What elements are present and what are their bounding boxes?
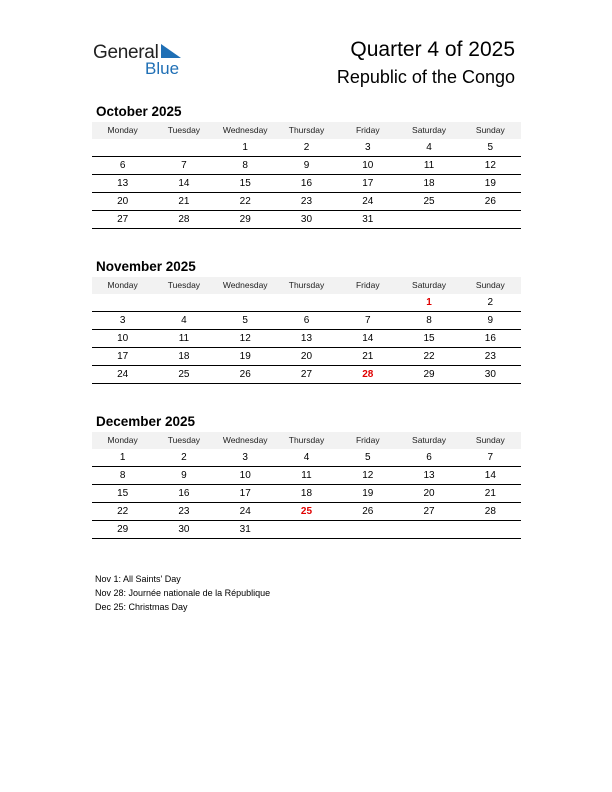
weekday-label: Saturday — [412, 125, 447, 135]
day-cell: 3 — [119, 315, 126, 326]
day-cell: 1 — [426, 297, 432, 308]
day-cell: 30 — [484, 369, 496, 380]
month-title: October 2025 — [96, 104, 182, 119]
day-cell: 15 — [117, 488, 129, 499]
empty-day-cell — [153, 139, 214, 156]
weekday-label: Friday — [355, 125, 380, 135]
day-cell: 23 — [300, 196, 313, 207]
day-cell: 21 — [362, 351, 374, 362]
day-cell: 5 — [364, 452, 371, 463]
weekday-label: Sunday — [475, 280, 505, 290]
day-cell: 2 — [181, 452, 187, 463]
empty-day-cell — [215, 294, 276, 311]
day-cell: 27 — [423, 506, 435, 517]
day-cell: 11 — [423, 160, 435, 171]
day-cell: 30 — [300, 214, 313, 225]
day-cell: 1 — [242, 142, 248, 153]
day-cell: 24 — [362, 196, 374, 207]
day-cell: 5 — [242, 315, 248, 326]
week-row — [92, 294, 521, 312]
weekday-label: Sunday — [475, 435, 505, 445]
day-cell: 9 — [181, 470, 187, 481]
day-cell: 21 — [484, 488, 496, 499]
day-cell: 5 — [487, 142, 494, 153]
day-cell: 30 — [178, 524, 190, 535]
page-subtitle: Republic of the Congo — [336, 67, 515, 87]
empty-day-cell — [92, 139, 153, 156]
week-row — [92, 521, 521, 539]
week-row — [92, 157, 521, 175]
week-row — [92, 312, 521, 330]
weekday-label: Monday — [107, 125, 138, 135]
day-cell: 4 — [303, 452, 310, 463]
day-cell: 20 — [300, 351, 313, 362]
day-cell: 23 — [484, 351, 496, 362]
empty-day-cell — [460, 521, 521, 538]
day-cell: 16 — [484, 333, 496, 344]
weekday-label: Friday — [355, 280, 380, 290]
day-cell: 11 — [301, 470, 312, 481]
day-cell: 11 — [178, 333, 190, 344]
day-cell: 10 — [362, 160, 374, 171]
day-cell: 4 — [181, 315, 187, 326]
holiday-notes — [95, 572, 270, 614]
day-cell: 26 — [362, 506, 374, 517]
day-cell: 9 — [487, 315, 494, 326]
day-cell: 25 — [423, 196, 435, 207]
day-cell: 19 — [362, 488, 374, 499]
day-cell: 18 — [300, 488, 313, 499]
weekday-header-row — [92, 277, 521, 294]
day-cell: 14 — [178, 178, 190, 189]
day-cell: 9 — [303, 160, 310, 171]
day-cell: 14 — [362, 333, 374, 344]
day-cell: 12 — [362, 470, 374, 481]
day-cell: 4 — [426, 142, 432, 153]
logo-word-general: General — [93, 42, 159, 63]
weekday-label: Monday — [107, 435, 138, 445]
weekday-label: Friday — [355, 435, 380, 445]
day-cell: 8 — [119, 470, 126, 481]
day-cell: 22 — [423, 351, 435, 362]
day-cell: 21 — [178, 196, 190, 207]
day-cell: 20 — [423, 488, 435, 499]
day-cell: 24 — [239, 506, 251, 517]
day-cell: 2 — [487, 297, 494, 308]
day-cell: 13 — [423, 470, 435, 481]
logo-triangle-icon — [161, 44, 181, 58]
week-row — [92, 503, 521, 521]
weekday-label: Monday — [107, 280, 138, 290]
month-block-october — [92, 103, 521, 229]
weekday-label: Wednesday — [222, 125, 268, 135]
day-cell: 12 — [239, 333, 251, 344]
day-cell: 31 — [239, 524, 251, 535]
day-cell: 19 — [484, 178, 496, 189]
holiday-note: Dec 25: Christmas Day — [95, 602, 188, 612]
weekday-header-row — [92, 122, 521, 139]
day-cell: 1 — [119, 452, 126, 463]
day-cell: 16 — [300, 178, 313, 189]
weekday-label: Tuesday — [167, 280, 201, 290]
day-cell: 20 — [117, 196, 129, 207]
empty-day-cell — [337, 294, 398, 311]
weekday-label: Sunday — [475, 125, 505, 135]
week-row — [92, 348, 521, 366]
month-title: December 2025 — [96, 414, 196, 429]
day-cell: 29 — [239, 214, 251, 225]
day-cell: 22 — [239, 196, 251, 207]
week-row — [92, 467, 521, 485]
weekday-label: Thursday — [288, 435, 325, 445]
week-row — [92, 175, 521, 193]
day-cell: 7 — [487, 452, 494, 463]
weekday-label: Thursday — [288, 280, 325, 290]
day-cell: 6 — [426, 452, 432, 463]
weekday-label: Thursday — [288, 125, 325, 135]
day-cell: 10 — [239, 470, 251, 481]
logo-word-blue: Blue — [145, 59, 180, 78]
day-cell: 3 — [364, 142, 371, 153]
day-cell: 15 — [239, 178, 251, 189]
week-row — [92, 366, 521, 384]
empty-day-cell — [92, 294, 153, 311]
week-row — [92, 330, 521, 348]
week-row — [92, 485, 521, 503]
weekday-header-row — [92, 432, 521, 449]
day-cell: 23 — [178, 506, 190, 517]
week-row — [92, 449, 521, 467]
generalblue-logo — [93, 42, 193, 78]
day-cell: 17 — [117, 351, 129, 362]
empty-day-cell — [460, 211, 521, 228]
day-cell: 8 — [426, 315, 432, 326]
day-cell: 29 — [117, 524, 129, 535]
day-cell: 17 — [239, 488, 251, 499]
day-cell: 13 — [117, 178, 129, 189]
week-row — [92, 193, 521, 211]
day-cell: 25 — [178, 369, 190, 380]
day-cell: 22 — [117, 506, 129, 517]
day-cell: 7 — [364, 315, 371, 326]
day-cell: 6 — [303, 315, 310, 326]
weekday-label: Saturday — [412, 280, 447, 290]
day-cell: 8 — [242, 160, 248, 171]
empty-day-cell — [276, 294, 337, 311]
weekday-label: Tuesday — [167, 125, 201, 135]
day-cell: 15 — [423, 333, 435, 344]
day-cell: 24 — [117, 369, 129, 380]
day-cell: 28 — [178, 214, 190, 225]
month-block-december — [92, 413, 521, 539]
day-cell: 18 — [178, 351, 190, 362]
day-cell: 2 — [303, 142, 310, 153]
day-cell: 28 — [484, 506, 496, 517]
day-cell: 6 — [119, 160, 126, 171]
week-row — [92, 139, 521, 157]
holiday-note: Nov 1: All Saints' Day — [95, 574, 181, 584]
month-title: November 2025 — [96, 259, 196, 274]
day-cell: 27 — [300, 369, 313, 380]
day-cell: 29 — [423, 369, 435, 380]
day-cell: 10 — [117, 333, 129, 344]
week-row — [92, 211, 521, 229]
day-cell: 12 — [484, 160, 496, 171]
day-cell: 7 — [181, 160, 187, 171]
day-cell: 31 — [362, 214, 374, 225]
day-cell: 17 — [362, 178, 374, 189]
day-cell: 14 — [484, 470, 496, 481]
holiday-note: Nov 28: Journée nationale de la République — [95, 588, 271, 598]
empty-day-cell — [276, 521, 337, 538]
day-cell: 18 — [423, 178, 435, 189]
day-cell: 16 — [178, 488, 190, 499]
day-cell: 19 — [239, 351, 251, 362]
weekday-label: Saturday — [412, 435, 447, 445]
day-cell: 13 — [300, 333, 313, 344]
day-cell: 26 — [239, 369, 251, 380]
month-block-november — [92, 258, 521, 384]
empty-day-cell — [398, 211, 459, 228]
day-cell: 26 — [484, 196, 496, 207]
weekday-label: Wednesday — [222, 435, 268, 445]
empty-day-cell — [153, 294, 214, 311]
day-cell: 28 — [362, 369, 374, 380]
day-cell: 25 — [300, 506, 313, 517]
empty-day-cell — [337, 521, 398, 538]
weekday-label: Tuesday — [167, 435, 201, 445]
page-title: Quarter 4 of 2025 — [350, 38, 515, 61]
day-cell: 3 — [242, 452, 248, 463]
empty-day-cell — [398, 521, 459, 538]
weekday-label: Wednesday — [222, 280, 268, 290]
day-cell: 27 — [117, 214, 129, 225]
